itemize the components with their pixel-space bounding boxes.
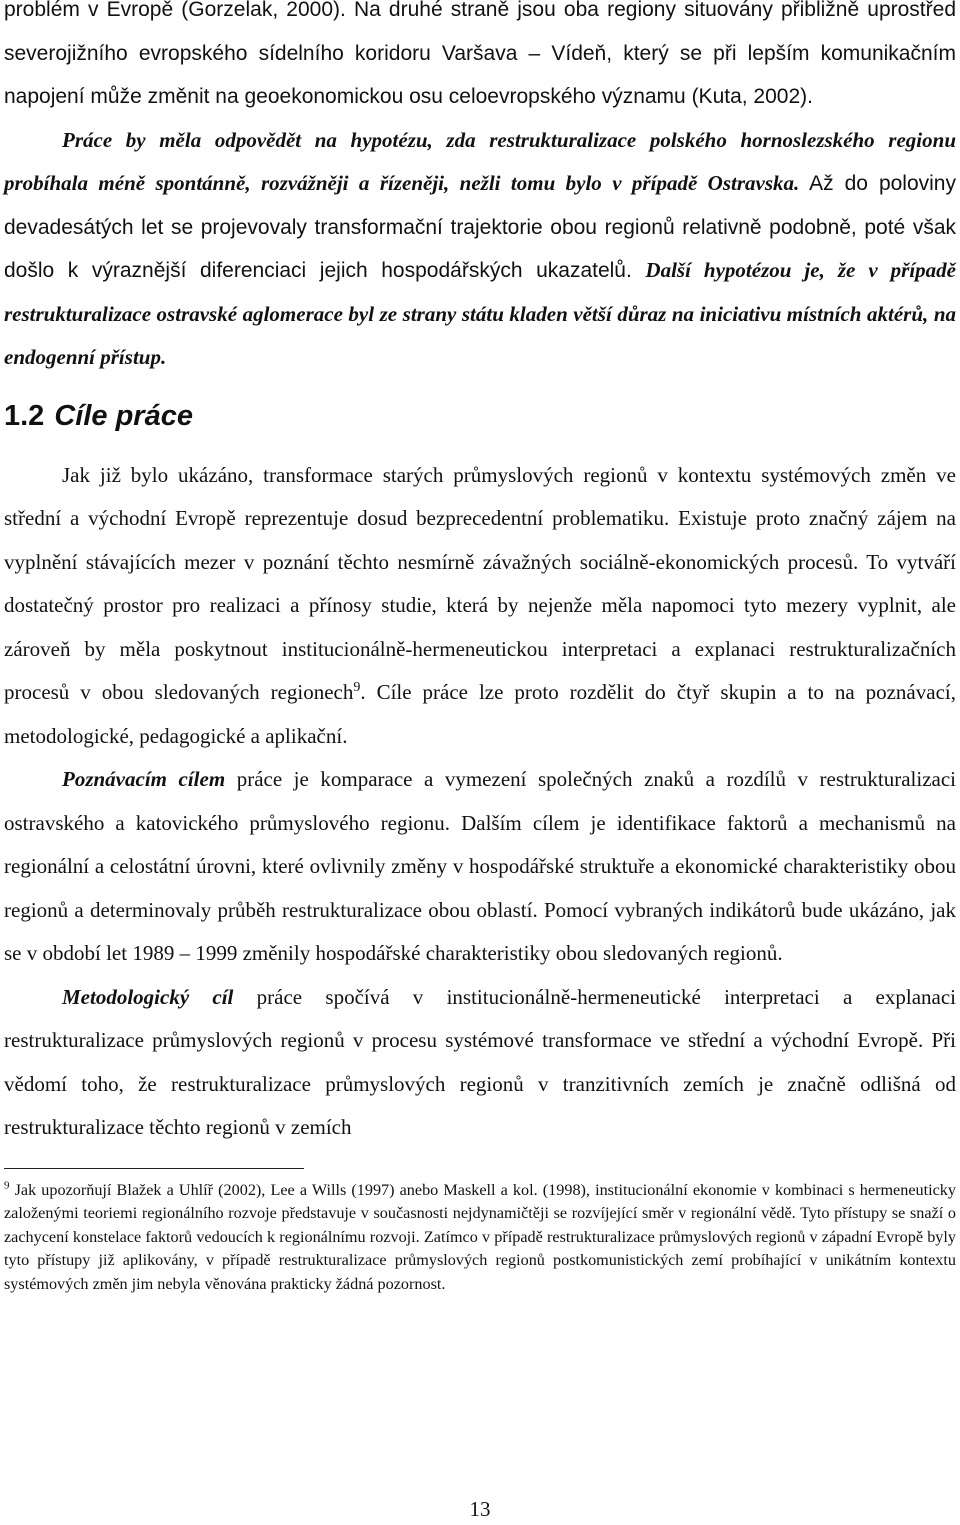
footnote-text: Jak upozorňují Blažek a Uhlíř (2002), Lee a Wills (1997) anebo Maskell a kol. (1998), institucionální ekonomie v kombinaci s hermeneuticky založenými teoriemi regionálního rozvoje představuje v současnosti nejdynamičtěji se rozvíjející směr v regionální vědě. Tyto přístupy se snaží o zachycení konstelace faktorů vedoucích k regionálnímu rozvoji. Zatímco v případě restrukturalizace průmyslových regionů v západní Evropě byly tyto přístupy již aplikovány, v případě restrukturalizace průmyslových regionů postkomunistických zemí probíhající v unikátním kontextu systémových změn jim nebyla věnována prakticky žádná pozornost. [4, 1180, 956, 1293]
paragraph-hypothesis [4, 119, 956, 380]
methodological-goal-text: práce spočívá v institucionálně-hermeneutické interpretaci a explanaci restrukturalizace průmyslových regionů v procesu systémové transformace ve střední a východní Evropě. Při vědomí toho, že restrukturalizace průmyslových regionů v tranzitivních zemích je značně odlišná od restrukturalizace těchto regionů v zemích [4, 984, 956, 1139]
goals-intro-text: Jak již bylo ukázáno, transformace starých průmyslových regionů v kontextu systémových změn ve střední a východní Evropě reprezentuje dosud bezprecedentní problematiku. Existuje proto značný zájem na vyplnění stávajících mezer v poznání těchto nesmírně závažných sociálně-ekonomických procesů. To vytváří dostatečný prostor pro realizaci a přínosy studie, která by nejenže měla napomoci tyto mezery vyplnit, ale zároveň by měla poskytnout institucionálně-hermeneutickou interpretaci a explanaci restrukturalizačních procesů v obou sledovaných regionech [4, 462, 956, 704]
paragraph-intro-text: problém v Evropě (Gorzelak, 2000). Na druhé straně jsou oba regiony situovány přibližně uprostřed severojižního evropského sídelního koridoru Varšava – Vídeň, který se při lepším komunikačním napojení může změnit na geoekonomickou osu celoevropského významu (Kuta, 2002). [4, 0, 956, 108]
hypothesis-text: Až do poloviny devadesátých let se projevovaly transformační trajektorie obou regionů relativně podobně, poté však došlo k výraznější diferenciaci jejich hospodářských ukazatelů. [4, 172, 956, 282]
footnote-marker: 9 [4, 1179, 10, 1192]
paragraph-goals-intro [4, 454, 956, 759]
footnote-divider [4, 1168, 304, 1169]
footnote-9 [4, 1179, 956, 1297]
goals-intro-text-end: . Cíle práce lze proto rozdělit do čtyř skupin a to na poznávací, metodologické, pedagogické a aplikační. [4, 680, 956, 748]
footnote-reference[interactable]: 9 [353, 680, 361, 695]
page-number: 13 [469, 1497, 491, 1521]
cognitive-goal-label: Poznávacím cílem [62, 767, 226, 791]
cognitive-goal-text: práce je komparace a vymezení společných znaků a rozdílů v restrukturalizaci ostravského a katovického průmyslového regionu. Dalším cílem je identifikace faktorů a mechanismů na regionální a celostátní úrovni, které ovlivnily změny v hospodářské struktuře a ekonomické charakteristiky obou regionů a determinovaly průběh restrukturalizace obou oblastí. Pomocí vybraných indikátorů bude ukázáno, jak se v období let 1989 – 1999 změnily hospodářské charakteristiky obou sledovaných regionů. [4, 767, 956, 965]
methodological-goal-label: Metodologický cíl [62, 984, 234, 1009]
section-number: 1.2 [4, 399, 45, 432]
paragraph-cognitive-goal [4, 758, 956, 976]
hypothesis-bold-1: Práce by měla odpovědět na hypotézu, zda restrukturalizace polského hornoslezského regionu probíhala méně spontánně, rozvážněji a řízeněji, nežli tomu bylo v případě Ostravska. [4, 127, 956, 195]
paragraph-methodological-goal [4, 976, 956, 1150]
section-title: Cíle práce [54, 399, 193, 432]
paragraph-intro [4, 0, 956, 119]
hypothesis-bold-2: Další hypotézou je, že v případě restrukturalizace ostravské aglomerace byl ze strany státu kladen větší důraz na iniciativu místních aktérů, na endogenní přístup. [4, 258, 956, 369]
section-heading [4, 396, 956, 436]
